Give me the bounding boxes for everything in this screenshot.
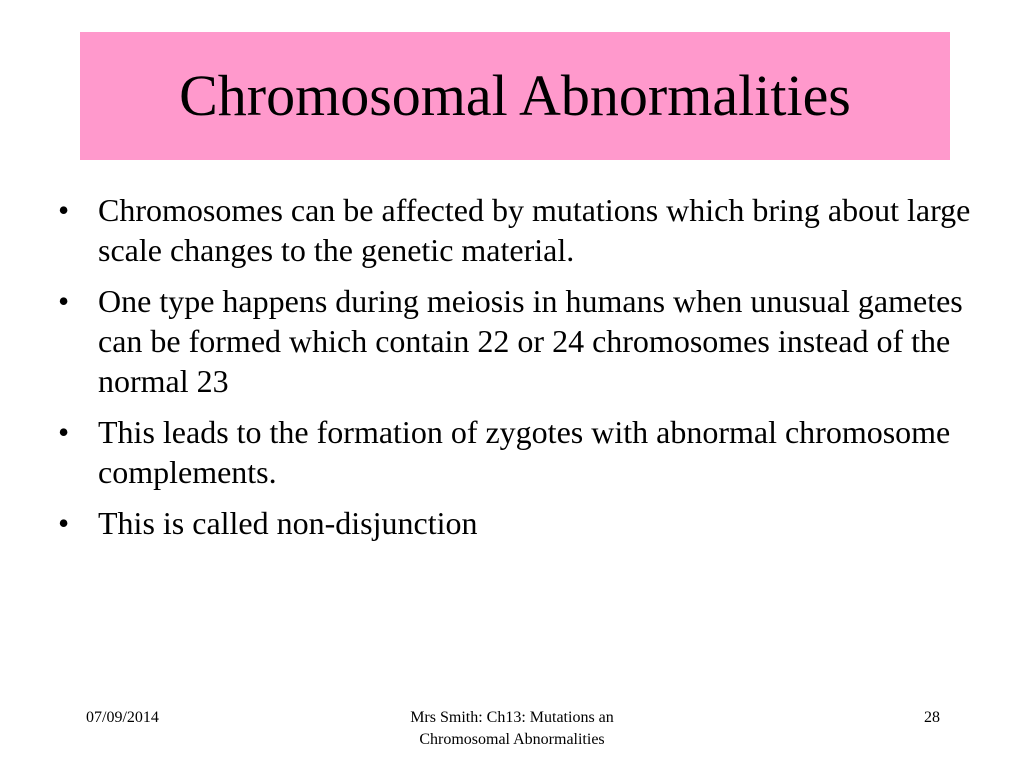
title-banner [80,32,950,160]
footer-caption [362,707,662,751]
bullet-marker: • [58,283,70,319]
bullet-text: Chromosomes can be affected by mutations which bring about large scale changes to the genetic material. [98,192,971,268]
bullet-marker: • [58,505,70,541]
bullet-item [56,281,986,401]
page-number: 28 [924,709,940,726]
slide-title: Chromosomal Abnormalities [179,63,851,128]
bullet-marker: • [58,192,70,228]
bullet-text: This is called non-disjunction [98,505,478,541]
bullet-item [56,412,986,492]
bullet-list [56,190,986,554]
bullet-text: One type happens during meiosis in humans when unusual gametes can be formed which contain 22 or 24 chromosomes instead of the normal 23 [98,283,963,399]
footer-date: 07/09/2014 [86,709,159,726]
bullet-text: This leads to the formation of zygotes with abnormal chromosome complements. [98,414,951,490]
footer-caption-line: Mrs Smith: Ch13: Mutations an [410,709,614,726]
bullet-item [56,503,986,543]
bullet-marker: • [58,414,70,450]
bullet-item [56,190,986,270]
footer-caption-line: Chromosomal Abnormalities [419,731,605,748]
